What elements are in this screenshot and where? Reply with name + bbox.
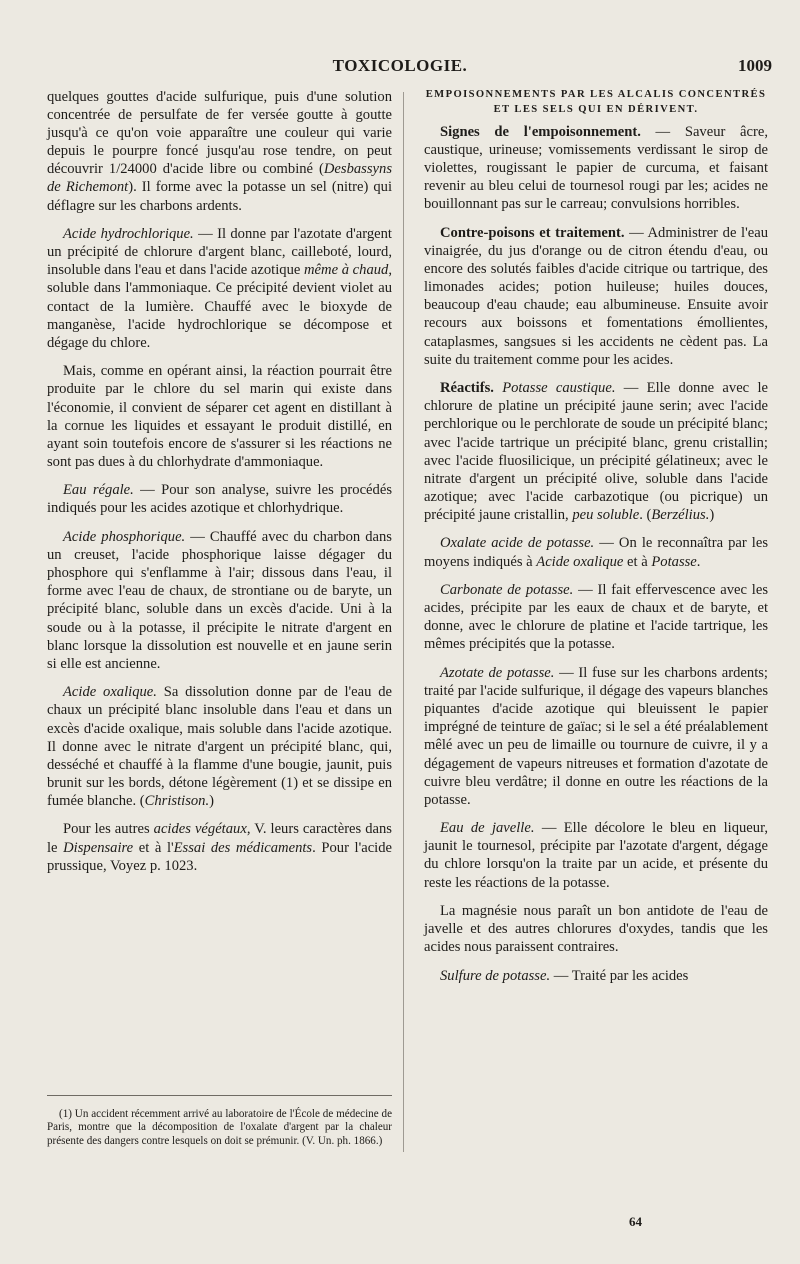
paragraph-signs: Signes de l'empoisonnement. — Saveur âcre, caustique, urineuse; vomissements verdissant le sirop de violettes, rougissant le papier de curcuma, et faisant revenir au bleu celui de tournesol rougi par les; acides ne bouillonnant pas sur le carreau; convulsions horribles. <box>424 124 768 213</box>
signature-mark: 64 <box>629 1214 642 1229</box>
footnote <box>47 1108 392 1148</box>
page-title: TOXICOLOGIE. <box>332 56 468 75</box>
paragraph-oxalate: Oxalate acide de potasse. — On le reconnaîtra par les moyens indiqués à Acide oxalique et à Potasse. <box>424 535 769 570</box>
left-column <box>47 88 392 885</box>
paragraph-antidotes: Contre-poisons et traitement. — Administrer de l'eau vinaigrée, du jus d'orange ou de citron étendu d'eau, ou encore des solutés faibles d'acide citrique ou tartrique, des limonades acides; potion huileuse; huiles douces, beaucoup d'eau chaude; eau albumineuse. Ensuite avoir recours aux boissons et fomentations émollientes, cataplasmes, sangsues si les accidents ne cèdent pas. La suite du traitement comme pour les acides. <box>424 224 768 368</box>
running-head <box>0 52 800 82</box>
paragraph-carbonate: Carbonate de potasse. — Il fait effervescence avec les acides, précipite par les eaux de chaux et de baryte, et donne, avec le chlorure de platine et l'acide tartrique, les mêmes précipités que la potasse. <box>424 582 769 653</box>
paragraph-oxalic-acid: Acide oxalique. Sa dissolution donne par de l'eau de chaux un précipité blanc insoluble dans l'eau et dans un excès d'acide oxalique, mais soluble dans l'acide azotique. Il donne avec le nitrate d'argent un précipité blanc, qui, desséché et chauffé à la flamme d'une bougie, jaunit, puis brunit sur les bords, détone légèrement (1) et se dissipe en fumée blanche. (Christison.) <box>47 684 392 809</box>
footnote-text: (1) Un accident récemment arrivé au laboratoire de l'École de médecine de Paris, montre que la décomposition de l'oxalate d'argent par la chaleur présente des dangers contre lesquels on doit se prémunir. (V. Un. ph. 1866.) <box>47 1108 392 1147</box>
section-heading: Signes de l'empoisonnement. <box>440 124 641 140</box>
paragraph-reagents: Réactifs. Potasse caustique. — Elle donne avec le chlorure de platine un précipité jaune serin; avec l'acide perchlorique ou le perchlorate de soude un précipité blanc; avec l'acide tartrique un précipité blanc, grenu cristallin; avec l'acide fluosilicique, un précipité gélatineux; avec le nitrate d'argent un précipité olive, soluble dans l'acide azotique; avec l'acide carbazotique (ou picrique) un précipité jaune cristallin, peu soluble. (Berzélius.) <box>424 380 768 523</box>
section-heading: Acide hydrochlorique. <box>63 226 194 243</box>
section-heading: Eau de javelle. <box>440 820 535 837</box>
paragraph-phosphoric-acid: Acide phosphorique. — Chauffé avec du charbon dans un creuset, l'acide phosphorique laisse dégager du phosphore qui s'enflamme à l'air; dissous dans l'eau, il forme avec l'eau de chaux, de strontiane ou de baryte, un précipité blanc, soluble dans un excès d'acide. Uni à la soude ou à la potasse, il précipite le nitrate d'argent en blanc lorsque la dissolution est nouvelle et en jaune serin si elle est ancienne. <box>47 529 392 672</box>
section-heading: Oxalate acide de potasse. <box>440 535 595 552</box>
section-heading: Acide phosphorique. <box>63 529 186 546</box>
paragraph-chlorine-note: Mais, comme en opérant ainsi, la réaction pourrait être produite par le chlore du sel marin qui existe dans l'économie, il convient de séparer cet agent en distillant à la cornue les liquides et essayant le produit distillé, en ayant soin toutefois encore de s'assurer si les réactions ne sont pas dues à du chlorhydrate d'ammoniaque. <box>47 363 392 470</box>
paragraph-sulfuric-test: quelques gouttes d'acide sulfurique, puis d'une solution concentrée de persulfate de fer versée goutte à goutte jusqu'à ce qu'on voie apparaître une couleur qui varie depuis le pourpre foncé jusqu'au rose tendre, on peut découvrir 1/24000 d'acide libre ou combiné (Desbassyns de Richemont). Il forme avec la potasse un sel (nitre) qui déflagre sur les charbons ardents. <box>47 89 392 214</box>
section-heading: Carbonate de potasse. <box>440 582 574 599</box>
section-heading: Azotate de potasse. <box>440 665 555 682</box>
citation: Berzélius. <box>651 506 710 523</box>
paragraph-magnesia: La magnésie nous paraît un bon antidote de l'eau de javelle et des autres chlorures d'oxydes, tandis que les acides nous paraissent contraires. <box>424 903 768 956</box>
citation: Desbassyns de Richemont <box>47 161 392 196</box>
section-heading: Réactifs. <box>440 380 494 397</box>
paragraph-vegetable-acids: Pour les autres acides végétaux, V. leurs caractères dans le Dispensaire et à l'Essai des médicaments. Pour l'acide prussique, Voyez p. 1023. <box>47 821 392 874</box>
paragraph-sulfide: Sulfure de potasse. — Traité par les acides <box>440 967 689 984</box>
section-heading: Contre-poisons et traitement. <box>440 224 625 241</box>
section-heading: Acide oxalique. <box>63 684 157 701</box>
column-divider <box>403 92 404 1152</box>
section-heading: Eau régale. <box>63 482 134 499</box>
right-column <box>424 88 768 996</box>
page-number: 1009 <box>738 56 772 75</box>
paragraph-eau-regale: Eau régale. — Pour son analyse, suivre les procédés indiqués pour les acides azotique et chlorhydrique. <box>47 482 392 517</box>
paragraph-javelle: Eau de javelle. — Elle décolore le bleu en liqueur, jaunit le tournesol, précipite par l'azotate d'argent, dégage du chlore lorsqu'on la traite par un acide, et présente du reste les réactions de la potasse. <box>424 820 768 891</box>
citation: Christison. <box>144 792 210 809</box>
paragraph-hydrochloric-acid: Acide hydrochlorique. — Il donne par l'azotate d'argent un précipité de chlorure d'argent blanc, cailleboté, lourd, insoluble dans l'eau et dans l'acide azotique même à chaud, soluble dans l'ammoniaque. Ce précipité devient violet au contact de la lumière. Chauffé avec le bioxyde de manganèse, l'acide hydrochlorique se décompose et dégage du chlore. <box>47 226 392 351</box>
footnote-rule <box>47 1095 392 1096</box>
section-heading: Sulfure de potasse. <box>440 967 551 984</box>
paragraph-azotate: Azotate de potasse. — Il fuse sur les charbons ardents; traité par l'acide sulfurique, il dégage des vapeurs blanches piquantes d'acide azotique qui bleuissent le papier imprégné de teinture de gaïac; si le sel a été préalablement mêlé avec un peu de limaille ou tournure de cuivre, il y a dégagement de vapeurs nitreuses et formation d'azotate de cuivre bleu verdâtre; il donne en outre les réactions de la potasse. <box>424 665 768 808</box>
section-title-alkalis: EMPOISONNEMENTS PAR LES ALCALIS CONCENTRÉS ET LES SELS QUI EN DÉRIVENT. <box>425 89 767 115</box>
